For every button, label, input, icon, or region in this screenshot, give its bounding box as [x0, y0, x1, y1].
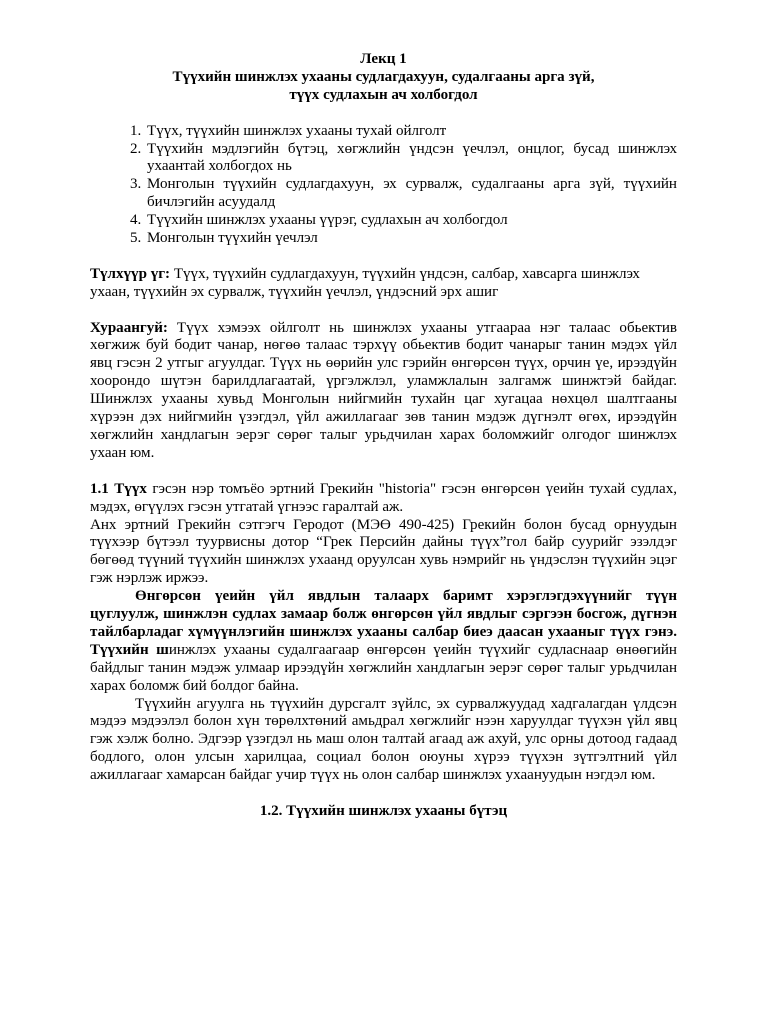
section-1-1-intro-text: гэсэн нэр томъёо эртний Грекийн "historia" гэсэн өнгөрсөн үеийн тухай судлах, мэдэх, өгүүлэх гэсэн утгатай үгнээс гаралтай аж. [90, 480, 677, 515]
history-definition-text: инжлэх ухааны судалгаагаар өнгөрсөн үеийн түүхийг судласнаар өнөөгийн байдлыг танин мэдэж улмаар ирээдүйн хөгжлийн хандлагын эерэг сөрөг талыг урьдчилан харах боломж бий болдог байна. [90, 641, 677, 694]
lecture-number: Лекц 1 [360, 51, 407, 67]
history-definition-bold: Өнгөрсөн үеийн үйл явдлын талаарх баримт хэрэглэгдэхүүнийг түүн цуглуулж, шинжлэн судлах замаар болж өнгөрсөн үйл явдлыг сэргээн босгож, дүгнэн тайлбарладаг хүмүүнлэгийн шинжлэх ухааны салбар биеэ даасан ухааныг түүх гэнэ. Түүхийн ш [90, 588, 677, 658]
outline-item-number: 4. [130, 212, 142, 229]
section-1-1-label: 1.1 Түүх [90, 480, 147, 497]
outline-item-number: 3. [130, 176, 142, 193]
keywords-paragraph [90, 266, 677, 302]
outline-item-number: 2. [130, 140, 142, 157]
history-content-paragraph [90, 696, 677, 786]
lecture-title-line-1: Түүхийн шинжлэх ухааны судлагдахуун, судалгааны арга зүй, [172, 68, 595, 85]
lecture-title-block [90, 51, 677, 105]
outline-item [90, 123, 677, 141]
keywords-label: Түлхүүр үг: [90, 265, 171, 282]
outline-item-number: 5. [130, 230, 142, 247]
outline-item-number: 1. [130, 122, 142, 139]
outline-item [90, 212, 677, 230]
outline-item-text: Монголын түүхийн үечлэл [147, 230, 318, 247]
outline-item [90, 176, 677, 212]
section-1-2-heading: 1.2. Түүхийн шинжлэх ухааны бүтэц [259, 802, 508, 819]
summary-text: Түүх хэмээх ойлголт нь шинжлэх ухааны утгаараа нэг талаас обьектив хөгжиж буй бодит чанар, нөгөө талаас тэрхүү обьектив бодит чанарыг танин мэдэх үйл явц гэсэн 2 утгыг агуулдаг. Түүх нь өөрийн улс гэрийн өнгөрсөн түүх, орчин үе, ирээдүйн хоорондо шүтэн барилдлагаатай, үргэлжлэл, уламжлалын залгамж шинжтэй байдаг. Шинжлэх ухааны хувьд Монголын нийгмийн тухайн цаг хугацаа нөхцөл шалтгааны хүрээн дэх нийгмийн үзэгдэл, үйл ажиллагааг зөв танин мэдэж дүгнэлт өгөх, ирээдүйн хөгжлийн хандлагын эерэг сөрөг талыг урьдчилан харах боломжийг олгодог шинжлэх ухаан юм. [90, 319, 677, 461]
history-content-text: Түүхийн агуулга нь түүхийн дурсгалт зүйлс, эх сурвалжуудад хадгалагдан үлдсэн мэдээ мэдээлэл болон хүн төрөлхтөний амьдрал хөгжлийг нээн харуулдаг түүхэн үйл явц гэж хэлж болно. Эдгээр үзэгдэл нь маш олон талтай агаад аж ахуй, улс орны дотоод гадаад бодлого, олон улсын харилцаа, социал болон оюуны хүрээ түүхэн зүтгэлтний үйл ажиллагааг хамарсан байдаг учир түүх нь олон салбар шинжлэх ухаануудын нэгдэл юм. [90, 695, 677, 784]
keywords-text: Түүх, түүхийн судлагдахуун, түүхийн үндсэн, салбар, хавсарга шинжлэх ухаан, түүхийн эх сурвалж, түүхийн үечлэл, үндэсний эрх ашиг [90, 265, 640, 300]
history-definition-paragraph [90, 588, 677, 695]
outline-item [90, 141, 677, 177]
outline-item-text: Түүхийн шинжлэх ухааны үүрэг, судлахын ач холбогдол [147, 212, 508, 229]
summary-paragraph [90, 320, 677, 463]
section-1-1-intro [90, 481, 677, 517]
outline-item-text: Түүх, түүхийн шинжлэх ухааны тухай ойлголт [147, 122, 447, 139]
outline-item [90, 230, 677, 248]
summary-label: Хураангуй: [90, 319, 168, 336]
document-body [90, 51, 677, 821]
herodotus-text: Анх эртний Грекийн сэтгэгч Геродот (МЭӨ 490-425) Грекийн болон бусад орнуудын түүхээр бүтээл туурвисны дотор “Грек Персийн дайны түүх”гол байр суурийг эзэлдэг бөгөөд түүний түүхийн шинжлэх ухаанд оруулсан хувь нэмрийг нь үндэслэн түүхийн эцэг гэж нэрлэж иржээ. [90, 516, 677, 587]
lecture-title-line-2: түүх судлахын ач холбогдол [289, 86, 478, 103]
outline-item-text: Түүхийн мэдлэгийн бүтэц, хөгжлийн үндсэн үечлэл, онцлог, бусад шинжлэх ухаантай холбогдох нь [147, 140, 677, 175]
lecture-outline [90, 123, 677, 248]
outline-item-text: Монголын түүхийн судлагдахуун, эх сурвалж, судалгааны арга зүй, түүхийн бичлэгийн асуудалд [147, 176, 677, 211]
herodotus-paragraph [90, 517, 677, 589]
